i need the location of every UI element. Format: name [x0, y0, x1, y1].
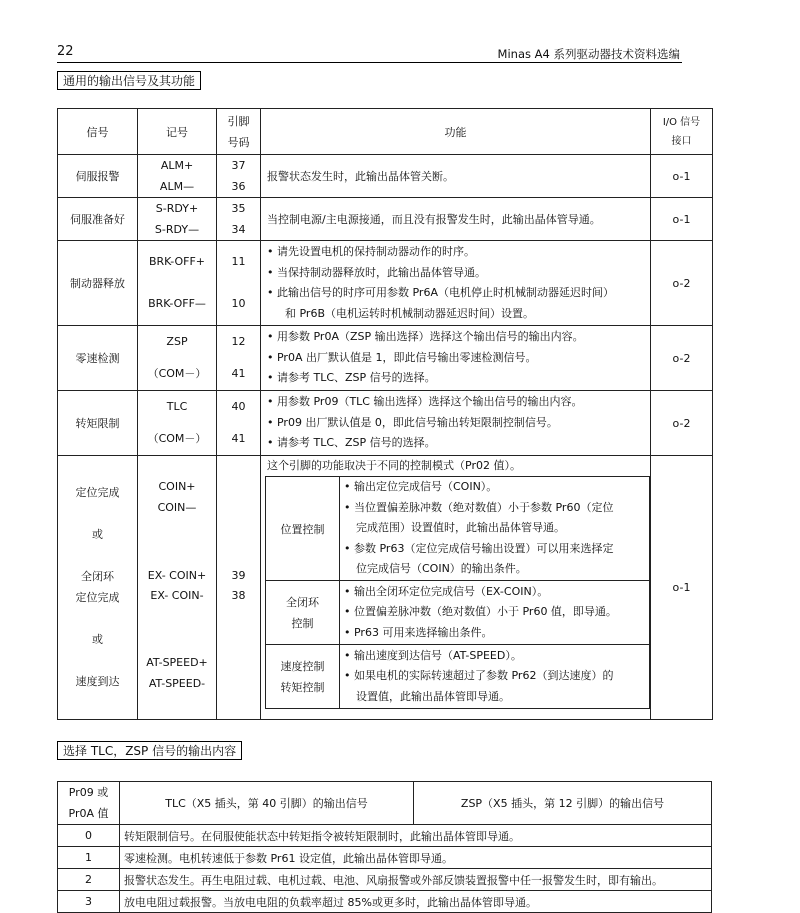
pin-number: 35 34 — [217, 198, 261, 241]
table-row — [58, 825, 712, 847]
output-description: 报警状态发生。再生电阻过载、电机过载、电池、风扇报警或外部反馈装置报警中任一报警发生时，即有输出。 — [120, 869, 712, 891]
section-title-tlc-zsp: 选择 TLC，ZSP 信号的输出内容 — [57, 741, 242, 760]
col-header-function: 功能 — [261, 109, 651, 155]
signal-symbol: ALM+ ALM— — [138, 155, 217, 198]
mode-intro: 这个引脚的功能取决于不同的控制模式（Pr02 值）。 — [267, 459, 521, 472]
mode-name: 位置控制 — [266, 477, 340, 581]
header-rule — [57, 62, 682, 63]
pin-number: 39 38 — [217, 456, 261, 720]
function-bullets: • 用参数 Pr0A（ZSP 输出选择）选择这个输出信号的输出内容。 • Pr0A 出厂默认值是 1，即此信号输出零速检测信号。 • 请参考 TLC、ZSP 信号的选择。 — [261, 326, 651, 391]
output-signal-table — [57, 108, 713, 720]
mode-name: 全闭环 控制 — [266, 581, 340, 645]
table-row — [58, 155, 713, 198]
signal-symbol: ZSP （COM－） — [138, 326, 217, 391]
signal-name: 定位完成 或 全闭环 定位完成 或 速度到达 — [58, 456, 138, 720]
output-description: 零速检测。电机转速低于参数 Pr61 设定值，此输出晶体管即导通。 — [120, 847, 712, 869]
table-row — [58, 241, 713, 326]
mode-row — [266, 645, 650, 709]
section-title-output-signals: 通用的输出信号及其功能 — [57, 71, 201, 90]
io-interface: o-1 — [651, 456, 713, 720]
pin-number: 40 41 — [217, 391, 261, 456]
mode-bullets: • 输出全闭环定位完成信号（EX-COIN）。 • 位置偏差脉冲数（绝对数值）小于 Pr60 值，即导通。 • Pr63 可用来选择输出条件。 — [340, 581, 650, 645]
col-header-value: Pr09 或 Pr0A 值 — [58, 782, 120, 825]
table-row — [58, 326, 713, 391]
io-interface: o-2 — [651, 391, 713, 456]
table-header-row — [58, 109, 713, 155]
table-header-row — [58, 782, 712, 825]
io-interface: o-1 — [651, 155, 713, 198]
signal-name: 伺服准备好 — [58, 198, 138, 241]
param-value: 2 — [58, 869, 120, 891]
function-modes — [261, 456, 651, 720]
param-value: 3 — [58, 891, 120, 913]
param-value: 1 — [58, 847, 120, 869]
table-row — [58, 847, 712, 869]
io-interface: o-2 — [651, 241, 713, 326]
mode-bullets: • 输出速度到达信号（AT-SPEED）。 • 如果电机的实际转速超过了参数 Pr62（到达速度）的 设置值，此输出晶体管即导通。 — [340, 645, 650, 709]
io-interface: o-2 — [651, 326, 713, 391]
mode-row — [266, 477, 650, 581]
signal-symbol: BRK-OFF+ BRK-OFF— — [138, 241, 217, 326]
table-row — [58, 391, 713, 456]
function-bullets: • 用参数 Pr09（TLC 输出选择）选择这个输出信号的输出内容。 • Pr09 出厂默认值是 0，即此信号输出转矩限制控制信号。 • 请参考 TLC、ZSP 信号的选择。 — [261, 391, 651, 456]
col-header-tlc: TLC（X5 插头，第 40 引脚）的输出信号 — [120, 782, 414, 825]
signal-symbol: COIN+ COIN— EX- COIN+ EX- COIN- AT-SPEED+ AT-SPEED- — [138, 456, 217, 720]
output-description: 放电电阻过载报警。当放电电阻的负载率超过 85%或更多时，此输出晶体管即导通。 — [120, 891, 712, 913]
output-description: 转矩限制信号。在伺服使能状态中转矩指令被转矩限制时，此输出晶体管即导通。 — [120, 825, 712, 847]
function-text: 报警状态发生时，此输出晶体管关断。 — [261, 155, 651, 198]
col-header-pin: 引脚 号码 — [217, 109, 261, 155]
mode-bullets: • 输出定位完成信号（COIN）。 • 当位置偏差脉冲数（绝对数值）小于参数 Pr60（定位 完成范围）设置值时，此输出晶体管导通。 • 参数 Pr63（定位完成信号输出设置）可以用来选择定 位完成信号（COIN）的输出条件。 — [340, 477, 650, 581]
col-header-io: I/O 信号 接口 — [651, 109, 713, 155]
signal-symbol: TLC （COM－） — [138, 391, 217, 456]
function-bullets: • 请先设置电机的保持制动器动作的时序。 • 当保持制动器释放时，此输出晶体管导通。 • 此输出信号的时序可用参数 Pr6A（电机停止时机械制动器延迟时间） 和 Pr6B（电机运转时机械制动器延迟时间）设置。 — [261, 241, 651, 326]
signal-name: 伺服报警 — [58, 155, 138, 198]
table-row-position-complete — [58, 456, 713, 720]
signal-symbol: S-RDY+ S-RDY— — [138, 198, 217, 241]
param-value: 0 — [58, 825, 120, 847]
function-text: 当控制电源/主电源接通，而且没有报警发生时，此输出晶体管导通。 — [261, 198, 651, 241]
col-header-signal: 信号 — [58, 109, 138, 155]
mode-row — [266, 581, 650, 645]
col-header-symbol: 记号 — [138, 109, 217, 155]
col-header-zsp: ZSP（X5 插头，第 12 引脚）的输出信号 — [414, 782, 712, 825]
pin-number: 12 41 — [217, 326, 261, 391]
io-interface: o-1 — [651, 198, 713, 241]
tlc-zsp-table — [57, 781, 712, 913]
table-row — [58, 891, 712, 913]
signal-name: 零速检测 — [58, 326, 138, 391]
page-number: 22 — [57, 44, 74, 59]
document-title: Minas A4 系列驱动器技术资料选编 — [497, 47, 680, 61]
signal-name: 转矩限制 — [58, 391, 138, 456]
signal-name: 制动器释放 — [58, 241, 138, 326]
pin-number: 11 10 — [217, 241, 261, 326]
control-mode-table — [265, 476, 650, 709]
table-row — [58, 198, 713, 241]
mode-name: 速度控制 转矩控制 — [266, 645, 340, 709]
table-row — [58, 869, 712, 891]
pin-number: 37 36 — [217, 155, 261, 198]
